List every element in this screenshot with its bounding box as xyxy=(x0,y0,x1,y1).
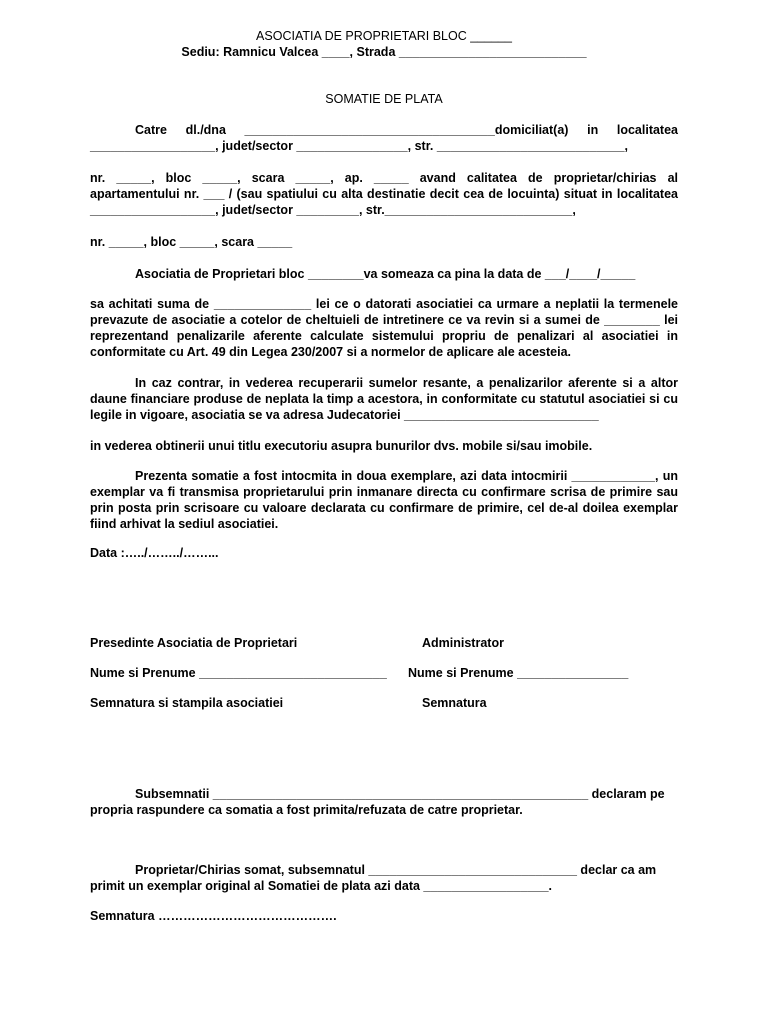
court-paragraph: In caz contrar, in vederea recuperarii sumelor resante, a penalizarilor aferente si a altor daune financiare produse de neplata la timp a acestora, in conformitate cu statutul asociatiei si cu legile in vigoare, asociatia se va adresa Judecatoriei ____________________________ xyxy=(90,376,678,422)
signature-sign-row xyxy=(90,695,678,711)
final-signature-line: Semnatura ……………………………………. xyxy=(90,909,337,923)
signature-names-row xyxy=(90,665,678,681)
amount-paragraph: sa achitati suma de ______________ lei ce o datorati asociatiei ca urmare a neplatii la termenele prevazute de asociatie a cotelor de cheltuieli de intretinere ce va revin si a sumei de ________ lei reprezentand penalizarile aferente calculate sistemului propriu de penalizari al asociatiei in conformitate cu Art. 49 din Legea 230/2007 si a normelor de aplicare ale acesteia. xyxy=(90,297,678,359)
president-name: Nume si Prenume ___________________________ xyxy=(90,666,387,680)
address-continuation: nr. _____, bloc _____, scara _____ xyxy=(90,235,293,249)
administrator-role: Administrator xyxy=(422,636,504,650)
administrator-name: Nume si Prenume ________________ xyxy=(408,666,629,680)
president-signature: Semnatura si stampila asociatiei xyxy=(90,696,284,710)
enforcement-paragraph: in vederea obtinerii unui titlu executoriu asupra bunurilor dvs. mobile si/sau imobile. xyxy=(90,439,593,453)
recipient-line-1: Catre dl./dna ____________________________________domiciliat(a) in localitatea xyxy=(135,123,678,137)
apartment-paragraph: nr. _____, bloc _____, scara _____, ap. _____ avand calitatea de proprietar/chirias al apartamentului nr. ___ / (sau spatiului cu alta destinatie decit cea de locuinta) situat in localitatea __________________, judet/sector _________, str.___________________________, xyxy=(90,171,678,217)
copies-paragraph: Prezenta somatie a fost intocmita in doua exemplare, azi data intocmirii ____________, un exemplar va fi transmisa proprietarului prin inmanare directa cu confirmare scrisa de primire sau prin posta prin scrisoare cu valoare declarata cu confirmare de primire, cel de-al doilea exemplar fiind arhivat la sediul asociatiei. xyxy=(90,469,678,531)
receipt-declaration: Subsemnatii ______________________________________________________ declaram pe propria raspundere ca somatia a fost primita/refuzata de catre proprietar. xyxy=(90,787,665,817)
recipient-line-2: __________________, judet/sector ________________, str. ___________________________, xyxy=(90,139,628,153)
association-header: ASOCIATIA DE PROPRIETARI BLOC ______ xyxy=(256,29,512,43)
president-role: Presedinte Asociatia de Proprietari xyxy=(90,636,298,650)
signature-roles-row xyxy=(90,635,678,651)
summons-paragraph: Asociatia de Proprietari bloc ________va someaza ca pina la data de ___/____/_____ xyxy=(135,267,636,281)
document-page xyxy=(90,28,678,924)
administrator-signature: Semnatura xyxy=(422,696,487,710)
date-line: Data :…../……../……... xyxy=(90,546,219,560)
headquarters-line: Sediu: Ramnicu Valcea ____, Strada ___________________________ xyxy=(181,45,587,59)
tenant-declaration: Proprietar/Chirias somat, subsemnatul ______________________________ declar ca am primit un exemplar original al Somatiei de plata azi data __________________. xyxy=(90,863,657,893)
document-title: SOMATIE DE PLATA xyxy=(325,92,443,106)
